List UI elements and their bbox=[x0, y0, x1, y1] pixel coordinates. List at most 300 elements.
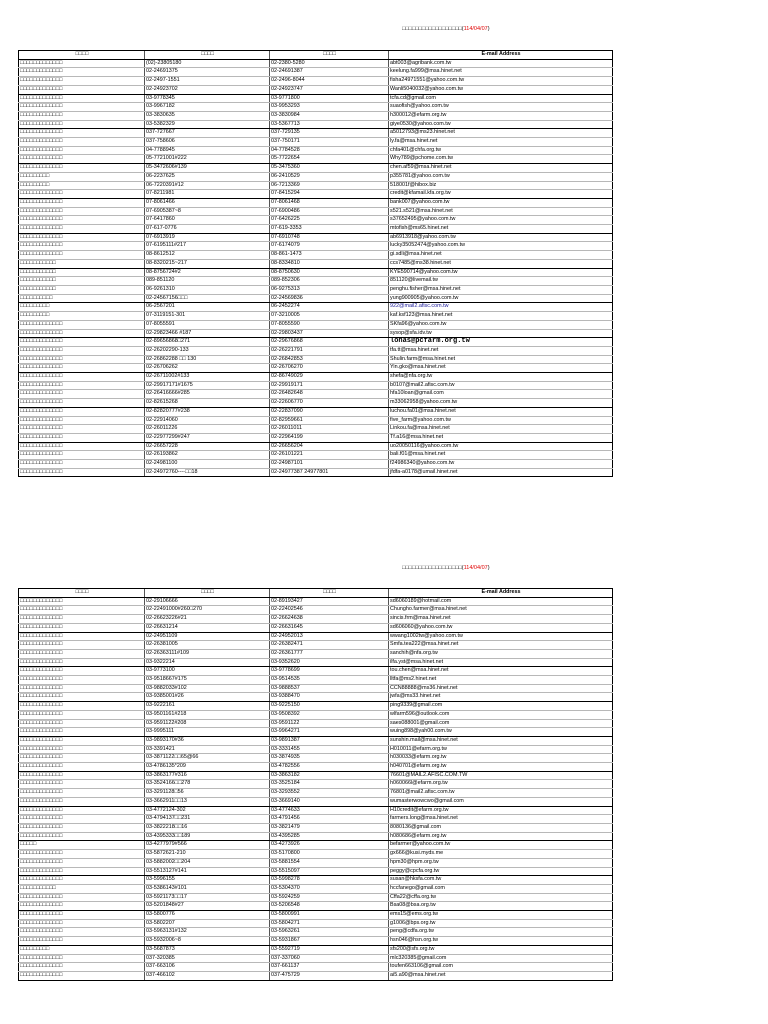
fax-cell: 03-3863182 bbox=[270, 771, 389, 780]
table-row bbox=[19, 425, 613, 434]
table-row bbox=[19, 390, 613, 399]
org-name-cell: □□□□□□□□□□□□□ bbox=[19, 641, 145, 650]
fax-cell: 089-852306 bbox=[270, 277, 389, 286]
table-row bbox=[19, 120, 613, 129]
fax-cell: 03-9771800 bbox=[270, 94, 389, 103]
table-row bbox=[19, 259, 613, 268]
email-cell: hfa10loan@gmail.com bbox=[389, 390, 613, 399]
phone-cell: 089-851120 bbox=[145, 277, 270, 286]
phone-cell: 03-4786135*209 bbox=[145, 763, 270, 772]
fax-cell: 037-661137 bbox=[270, 963, 389, 972]
email-cell: Linkou.fa@msa.hinet.net bbox=[389, 425, 613, 434]
fax-cell: 02-86749029 bbox=[270, 373, 389, 382]
org-name-cell: □□□□□□□□□□□□□ bbox=[19, 702, 145, 711]
phone-cell: 03-3830635 bbox=[145, 111, 270, 120]
fax-cell: 037-729135 bbox=[270, 129, 389, 138]
org-name-cell: □□□□□□□□□□□□□ bbox=[19, 103, 145, 112]
table-row bbox=[19, 954, 613, 963]
email-cell: wlfarm596@outlook.com bbox=[389, 710, 613, 719]
email-cell: yung900905@yahoo.com.tw bbox=[389, 294, 613, 303]
email-cell: bali.f01@msa.hinet.net bbox=[389, 451, 613, 460]
phone-cell: 02-82615268 bbox=[145, 399, 270, 408]
table-row bbox=[19, 268, 613, 277]
phone-cell: 07-6913919 bbox=[145, 233, 270, 242]
org-name-cell: □□□□□□□□□□□□□ bbox=[19, 425, 145, 434]
fax-cell: 02-29919171 bbox=[270, 381, 389, 390]
email-cell: ilfa.yst@msa.hinet.net bbox=[389, 658, 613, 667]
email-cell: KYE590714@yahoo.com.tw bbox=[389, 268, 613, 277]
email-cell: sd606060@yahoo.com.tw bbox=[389, 623, 613, 632]
phone-cell: 02-26623226#21 bbox=[145, 615, 270, 624]
fax-cell: 08-8750630 bbox=[270, 268, 389, 277]
org-name-cell: □□□□□□□□□□□□□ bbox=[19, 364, 145, 373]
phone-cell: 03-4277979#566 bbox=[145, 841, 270, 850]
fax-cell: 02-24952013 bbox=[270, 632, 389, 641]
table-row bbox=[19, 736, 613, 745]
table-row bbox=[19, 754, 613, 763]
table-header-row bbox=[19, 51, 613, 60]
phone-cell: 02-26381005 bbox=[145, 641, 270, 650]
phone-cell: 05-3472606#139 bbox=[145, 164, 270, 173]
fax-cell: 07-8415294 bbox=[270, 190, 389, 199]
fax-cell: 02-29676868 bbox=[270, 338, 389, 347]
fax-cell: 03-5881554 bbox=[270, 858, 389, 867]
email-cell: lltfa@ms2.hinet.net bbox=[389, 676, 613, 685]
org-name-cell: □□□□□□□□□□□ bbox=[19, 268, 145, 277]
column-header-email: E-mail Address bbox=[389, 589, 613, 598]
org-name-cell: □□□□□□□□□□□□□ bbox=[19, 615, 145, 624]
phone-cell: 02-82820777#238 bbox=[145, 407, 270, 416]
email-cell: hccfanego@gmail.com bbox=[389, 884, 613, 893]
phone-cell: 07-6417860 bbox=[145, 216, 270, 225]
phone-cell: 08-8320215~217 bbox=[145, 259, 270, 268]
table-row bbox=[19, 381, 613, 390]
email-cell: wuing898@yah00.com.tw bbox=[389, 728, 613, 737]
phone-cell: 07-3119151-301 bbox=[145, 312, 270, 321]
email-cell: Chungho.farmer@msa.hinet.net bbox=[389, 606, 613, 615]
fax-cell: 03-3331455 bbox=[270, 745, 389, 754]
org-name-cell: □□□□□□□□□□□□□ bbox=[19, 164, 145, 173]
fax-cell: 02-26482648 bbox=[270, 390, 389, 399]
table-row bbox=[19, 433, 613, 442]
table-row bbox=[19, 146, 613, 155]
table-row bbox=[19, 632, 613, 641]
table-row bbox=[19, 312, 613, 321]
email-cell: ai5.a90@msa.hinet.net bbox=[389, 971, 613, 980]
org-name-cell: □□□□□□□□□□□□□ bbox=[19, 693, 145, 702]
email-cell: sd6060189@hotmail.com bbox=[389, 597, 613, 606]
email-cell: Tf.a16@msa.hinet.net bbox=[389, 433, 613, 442]
table-row bbox=[19, 77, 613, 86]
email-cell: peng@cdfa.org.tw bbox=[389, 928, 613, 937]
sheet-title: □□□□□□□□□□□□□□□□□□(114/04/07) bbox=[402, 26, 490, 32]
email-cell: ping9339@gmail.com bbox=[389, 702, 613, 711]
org-name-cell: □□□□□□□□□□□□□ bbox=[19, 146, 145, 155]
org-name-cell: □□□□□□□□□□□□□ bbox=[19, 346, 145, 355]
phone-cell: 02-29917171#1675 bbox=[145, 381, 270, 390]
email-cell: wwang1002tw@yahoo.com.tw bbox=[389, 632, 613, 641]
table-row bbox=[19, 460, 613, 469]
phone-cell: 03-9893170#36 bbox=[145, 736, 270, 745]
table-row bbox=[19, 346, 613, 355]
table-row bbox=[19, 597, 613, 606]
table-row bbox=[19, 416, 613, 425]
fax-cell: 037-337060 bbox=[270, 954, 389, 963]
fax-cell: 03-5592719 bbox=[270, 945, 389, 954]
fax-cell: 06-2410529 bbox=[270, 172, 389, 181]
org-name-cell: □□□□□□□□□□□□□ bbox=[19, 320, 145, 329]
column-header-name: □□□□ bbox=[19, 589, 145, 598]
phone-cell: 07-6905387~8 bbox=[145, 207, 270, 216]
fax-cell: 07-6900486 bbox=[270, 207, 389, 216]
org-name-cell: □□□□□□□□□□□□□ bbox=[19, 399, 145, 408]
email-cell: H010011@efarm.org.tw bbox=[389, 745, 613, 754]
org-name-cell: □□□□□□□□□□□□□ bbox=[19, 77, 145, 86]
table-row bbox=[19, 59, 613, 68]
phone-cell: 03-9322214 bbox=[145, 658, 270, 667]
phone-cell: 02-29823466 #187 bbox=[145, 329, 270, 338]
org-name-cell: □□□□□□□□□□ bbox=[19, 294, 145, 303]
table-row bbox=[19, 693, 613, 702]
fax-cell: 02-26361777 bbox=[270, 649, 389, 658]
table-row bbox=[19, 155, 613, 164]
fax-cell: 03-9591122 bbox=[270, 719, 389, 728]
fax-cell: 02-24691387 bbox=[270, 68, 389, 77]
email-cell: sincis.frm@msa.hinet.net bbox=[389, 615, 613, 624]
email-cell: ccs7485@ms38.hinet.net bbox=[389, 259, 613, 268]
phone-cell: 02-2497-1551 bbox=[145, 77, 270, 86]
table-row bbox=[19, 285, 613, 294]
table-row bbox=[19, 320, 613, 329]
sheet-title: □□□□□□□□□□□□□□□□□□(114/04/07) bbox=[402, 565, 490, 571]
table-row bbox=[19, 963, 613, 972]
org-name-cell: □□□□□□□□□□□□□ bbox=[19, 623, 145, 632]
phone-cell: 03-9501161#218 bbox=[145, 710, 270, 719]
phone-cell: 03-5513127#141 bbox=[145, 867, 270, 876]
table-row bbox=[19, 710, 613, 719]
org-name-cell: □□□□□□□□□□□□□ bbox=[19, 754, 145, 763]
fax-cell: 03-5206548 bbox=[270, 902, 389, 911]
phone-cell: 02-26862288 □□ 130 bbox=[145, 355, 270, 364]
fax-cell: 07-6174079 bbox=[270, 242, 389, 251]
phone-cell: 03-5932006~8 bbox=[145, 937, 270, 946]
org-name-cell: □□□□□□□□□□□□□ bbox=[19, 902, 145, 911]
table-row bbox=[19, 373, 613, 382]
org-name-cell: □□□□□□□□□□□□□ bbox=[19, 373, 145, 382]
table-row bbox=[19, 442, 613, 451]
org-name-cell: □□□□□□□□□□□□□ bbox=[19, 433, 145, 442]
table-row bbox=[19, 911, 613, 920]
email-cell: tou.chen@msa.hinet.net bbox=[389, 667, 613, 676]
org-name-cell: □□□□□□□□□□□□□ bbox=[19, 789, 145, 798]
phone-cell: 08-8756724#2 bbox=[145, 268, 270, 277]
fax-cell: 03-5170800 bbox=[270, 850, 389, 859]
table-row bbox=[19, 823, 613, 832]
column-header-phone: □□□□ bbox=[145, 589, 270, 598]
table-row bbox=[19, 207, 613, 216]
fax-cell: 03-3874935 bbox=[270, 754, 389, 763]
table-row bbox=[19, 884, 613, 893]
table-row bbox=[19, 468, 613, 477]
phone-cell: 03-3863177#316 bbox=[145, 771, 270, 780]
table-row bbox=[19, 850, 613, 859]
org-name-cell: □□□□□□□□□□□□□ bbox=[19, 355, 145, 364]
table-row bbox=[19, 94, 613, 103]
email-cell: sunshin.mail@msa.hinet.net bbox=[389, 736, 613, 745]
org-name-cell: □□□□□□□□□ bbox=[19, 303, 145, 312]
fax-cell: 03-5304370 bbox=[270, 884, 389, 893]
table-row bbox=[19, 841, 613, 850]
phone-cell: 037-663106 bbox=[145, 963, 270, 972]
email-cell: jwfa@ms33.hinet.net bbox=[389, 693, 613, 702]
fax-cell: 03-9964271 bbox=[270, 728, 389, 737]
table-row bbox=[19, 399, 613, 408]
org-name-cell: □□□□□□□□□□□□□ bbox=[19, 954, 145, 963]
table-row bbox=[19, 233, 613, 242]
table-row bbox=[19, 971, 613, 980]
email-cell: Wanli5040032@yahoo.com.tw bbox=[389, 85, 613, 94]
email-cell: h300012@efarm.org.tw bbox=[389, 111, 613, 120]
email-cell: chfa401@chfa.org.tw bbox=[389, 146, 613, 155]
fax-cell: 02-26624638 bbox=[270, 615, 389, 624]
org-name-cell: □□□□□□□□□□□□□ bbox=[19, 684, 145, 693]
fax-cell: 06-7213369 bbox=[270, 181, 389, 190]
table-row bbox=[19, 902, 613, 911]
fax-cell: 03-5924259 bbox=[270, 893, 389, 902]
table-row bbox=[19, 355, 613, 364]
phone-cell: 07-617-0776 bbox=[145, 225, 270, 234]
fax-cell: 03-5804271 bbox=[270, 919, 389, 928]
email-cell: h040701@efarm.org.tw bbox=[389, 763, 613, 772]
phone-cell: 02-26011226 bbox=[145, 425, 270, 434]
table-row bbox=[19, 745, 613, 754]
fax-cell: 03-9778699 bbox=[270, 667, 389, 676]
table-row bbox=[19, 867, 613, 876]
org-name-cell: □□□□□□□□□□□□□ bbox=[19, 876, 145, 885]
fax-cell: 03-4791456 bbox=[270, 815, 389, 824]
phone-cell: 037-727667 bbox=[145, 129, 270, 138]
phone-cell: 03-4794137□□231 bbox=[145, 815, 270, 824]
fax-cell: 02-24977387 24977801 bbox=[270, 468, 389, 477]
email-cell: ly.fa@msa.hinet.net bbox=[389, 138, 613, 147]
email-cell: a5012793@ms23.hinet.net bbox=[389, 129, 613, 138]
org-name-cell: □□□□□□□□□□□□□ bbox=[19, 190, 145, 199]
org-name-cell: □□□□□□□□□□□□□ bbox=[19, 806, 145, 815]
table-row bbox=[19, 303, 613, 312]
contact-table-1 bbox=[18, 50, 612, 477]
fax-cell: 03-9514535 bbox=[270, 676, 389, 685]
column-header-email: E-mail Address bbox=[389, 51, 613, 60]
fax-cell: 03-3525184 bbox=[270, 780, 389, 789]
fax-cell: 03-9352620 bbox=[270, 658, 389, 667]
table-row bbox=[19, 242, 613, 251]
fax-cell: 04-7784528 bbox=[270, 146, 389, 155]
org-name-cell: □□□□□□□□□□□□□ bbox=[19, 719, 145, 728]
org-name-cell: □□□□□□□□□□□ bbox=[19, 277, 145, 286]
phone-cell: 03-9591122#208 bbox=[145, 719, 270, 728]
phone-cell: 03-9518667#175 bbox=[145, 676, 270, 685]
org-name-cell: □□□□□□□□□□□ bbox=[19, 285, 145, 294]
fax-cell: 02-26101221 bbox=[270, 451, 389, 460]
table-row bbox=[19, 277, 613, 286]
table-row bbox=[19, 129, 613, 138]
table-row bbox=[19, 797, 613, 806]
email-cell: lucky35052474@yahoo.com.tw bbox=[389, 242, 613, 251]
table-row bbox=[19, 68, 613, 77]
email-cell: sysop@sfa.idv.tw bbox=[389, 329, 613, 338]
table-row bbox=[19, 928, 613, 937]
fax-cell: 07-6426225 bbox=[270, 216, 389, 225]
table-row bbox=[19, 190, 613, 199]
email-cell: farmers.long@msa.hinet.net bbox=[389, 815, 613, 824]
email-cell: ab6913918@yahoo.com.tw bbox=[389, 233, 613, 242]
email-cell: s521.s521@msa.hinet.net bbox=[389, 207, 613, 216]
email-cell: mtofish@ms65.hinet.net bbox=[389, 225, 613, 234]
org-name-cell: □□□□□□□□□□□□□ bbox=[19, 928, 145, 937]
table-row bbox=[19, 658, 613, 667]
phone-cell: 03-9773100 bbox=[145, 667, 270, 676]
phone-cell: 03-5872621-210 bbox=[145, 850, 270, 859]
fax-cell: 03-9508392 bbox=[270, 710, 389, 719]
org-name-cell: □□□□□□□□□□□□□ bbox=[19, 416, 145, 425]
org-name-cell: □□□□□□□□□□□□□ bbox=[19, 745, 145, 754]
org-name-cell: □□□□□□□□□□□□□ bbox=[19, 85, 145, 94]
fax-cell: 03-3830984 bbox=[270, 111, 389, 120]
phone-cell: 02-22491000#260□270 bbox=[145, 606, 270, 615]
table-row bbox=[19, 225, 613, 234]
phone-cell: 02-24981100 bbox=[145, 460, 270, 469]
org-name-cell: □□□□□□□□□□□□□ bbox=[19, 832, 145, 841]
phone-cell: 02-22914060 bbox=[145, 416, 270, 425]
table-row bbox=[19, 294, 613, 303]
table-row bbox=[19, 676, 613, 685]
org-name-cell: □□□□□□□□□ bbox=[19, 945, 145, 954]
phone-cell: 02-26416666#285 bbox=[145, 390, 270, 399]
fax-cell: 03-3821479 bbox=[270, 823, 389, 832]
email-cell: h060066l@efarm.org.tw bbox=[389, 780, 613, 789]
table-row bbox=[19, 407, 613, 416]
phone-cell: 03-5386143#101 bbox=[145, 884, 270, 893]
fax-cell: 03-9388470 bbox=[270, 693, 389, 702]
email-cell: wumasterwowcwo@gmail.com bbox=[389, 797, 613, 806]
email-cell: jfdfa-a0178@umail.hinet.net bbox=[389, 468, 613, 477]
phone-cell: 02-26706262 bbox=[145, 364, 270, 373]
email-cell: hsn046@hsn.org.tw bbox=[389, 937, 613, 946]
fax-cell: 03-9225150 bbox=[270, 702, 389, 711]
table-row bbox=[19, 111, 613, 120]
org-name-cell: □□□□□□□□□□□□□ bbox=[19, 198, 145, 207]
phone-cell: 02-26202290-133 bbox=[145, 346, 270, 355]
org-name-cell: □□□□□□□□□□□□□ bbox=[19, 225, 145, 234]
org-name-cell: □□□□□□□□□□□□□ bbox=[19, 823, 145, 832]
org-name-cell: □□□□□□□□□□□□□ bbox=[19, 971, 145, 980]
fax-cell: 02-26221791 bbox=[270, 346, 389, 355]
fax-cell: 07-3210005 bbox=[270, 312, 389, 321]
org-name-cell: □□□□□□□□□□□□□ bbox=[19, 59, 145, 68]
table-row bbox=[19, 172, 613, 181]
email-cell: saes088001@gmail.com bbox=[389, 719, 613, 728]
phone-cell: 06-7220391#12 bbox=[145, 181, 270, 190]
org-name-cell: □□□□□□□□□□□□□ bbox=[19, 390, 145, 399]
phone-cell: (02)-23805180 bbox=[145, 59, 270, 68]
org-name-cell: □□□□□□□□□□□□□ bbox=[19, 736, 145, 745]
email-cell: five_farm@yahoo.com.tw bbox=[389, 416, 613, 425]
table-row bbox=[19, 251, 613, 260]
org-name-cell: □□□□□□□□□□□□□ bbox=[19, 937, 145, 946]
phone-cell: 03-3822218□□16 bbox=[145, 823, 270, 832]
phone-cell: 03-5201848#27 bbox=[145, 902, 270, 911]
fax-cell: 037-750171 bbox=[270, 138, 389, 147]
org-name-cell: □□□□□ bbox=[19, 841, 145, 850]
table-row bbox=[19, 893, 613, 902]
column-header-phone: □□□□ bbox=[145, 51, 270, 60]
email-cell: toufen663106@gmail.com bbox=[389, 963, 613, 972]
email-cell: penghu.fisher@msa.hinet.net bbox=[389, 285, 613, 294]
fax-cell: 02-26011011 bbox=[270, 425, 389, 434]
table-row bbox=[19, 815, 613, 824]
phone-cell: 03-5996155 bbox=[145, 876, 270, 885]
table-row bbox=[19, 763, 613, 772]
email-cell: shefa@nfa.org.tw bbox=[389, 373, 613, 382]
table-header-row bbox=[19, 589, 613, 598]
org-name-cell: □□□□□□□□□□□□□ bbox=[19, 94, 145, 103]
fax-cell: 03-4782556 bbox=[270, 763, 389, 772]
email-cell: credit@kfamail.kfa.org.tw bbox=[389, 190, 613, 199]
contact-table-2 bbox=[18, 588, 612, 981]
email-cell: hpm30@hpm.org.tw bbox=[389, 858, 613, 867]
fax-cell: 02-26706270 bbox=[270, 364, 389, 373]
phone-cell: 08-8612512 bbox=[145, 251, 270, 260]
email-cell: SKfa96@yahoo.com.tw bbox=[389, 320, 613, 329]
table-row bbox=[19, 719, 613, 728]
table-row bbox=[19, 364, 613, 373]
org-name-cell: □□□□□□□□□□□□□ bbox=[19, 667, 145, 676]
phone-cell: 07-8211981 bbox=[145, 190, 270, 199]
org-name-cell: □□□□□□□□□□□□□ bbox=[19, 468, 145, 477]
column-header-fax: □□□□ bbox=[270, 51, 389, 60]
email-cell: p355781@yahoo.com.tw bbox=[389, 172, 613, 181]
fax-cell: 03-9953293 bbox=[270, 103, 389, 112]
table-row bbox=[19, 649, 613, 658]
phone-cell: 03-3291128□56 bbox=[145, 789, 270, 798]
org-name-cell: □□□□□□□□□□□□□ bbox=[19, 771, 145, 780]
phone-cell: 03-5802207 bbox=[145, 919, 270, 928]
phone-cell: 02-22977299#247 bbox=[145, 433, 270, 442]
fax-cell: 03-9891387 bbox=[270, 736, 389, 745]
email-cell: gi.sdli@msa.hinet.net bbox=[389, 251, 613, 260]
org-name-cell: □□□□□□□□□□□□□ bbox=[19, 451, 145, 460]
fax-cell: 06-9275313 bbox=[270, 285, 389, 294]
email-cell: chen.af59@msa.hinet.net bbox=[389, 164, 613, 173]
org-name-cell: □□□□□□□□□□□□□ bbox=[19, 728, 145, 737]
phone-cell: 06-2237625 bbox=[145, 172, 270, 181]
fax-cell: 03-5515097 bbox=[270, 867, 389, 876]
table-row bbox=[19, 85, 613, 94]
phone-cell: 037-466102 bbox=[145, 971, 270, 980]
org-name-cell: □□□□□□□□□□□□□ bbox=[19, 797, 145, 806]
table-row bbox=[19, 216, 613, 225]
email-cell: Shulin.farm@msa.hinet.net bbox=[389, 355, 613, 364]
email-cell: m33062958@yahoo.com.tw bbox=[389, 399, 613, 408]
phone-cell: 03-3871122□□65@66 bbox=[145, 754, 270, 763]
fax-cell: 02-26382471 bbox=[270, 641, 389, 650]
phone-cell: 03-9778345 bbox=[145, 94, 270, 103]
phone-cell: 07-6195111#217 bbox=[145, 242, 270, 251]
fax-cell: 08-8334810 bbox=[270, 259, 389, 268]
fax-cell: 02-22837090 bbox=[270, 407, 389, 416]
table-row bbox=[19, 198, 613, 207]
org-name-cell: □□□□□□□□□□□□□ bbox=[19, 658, 145, 667]
